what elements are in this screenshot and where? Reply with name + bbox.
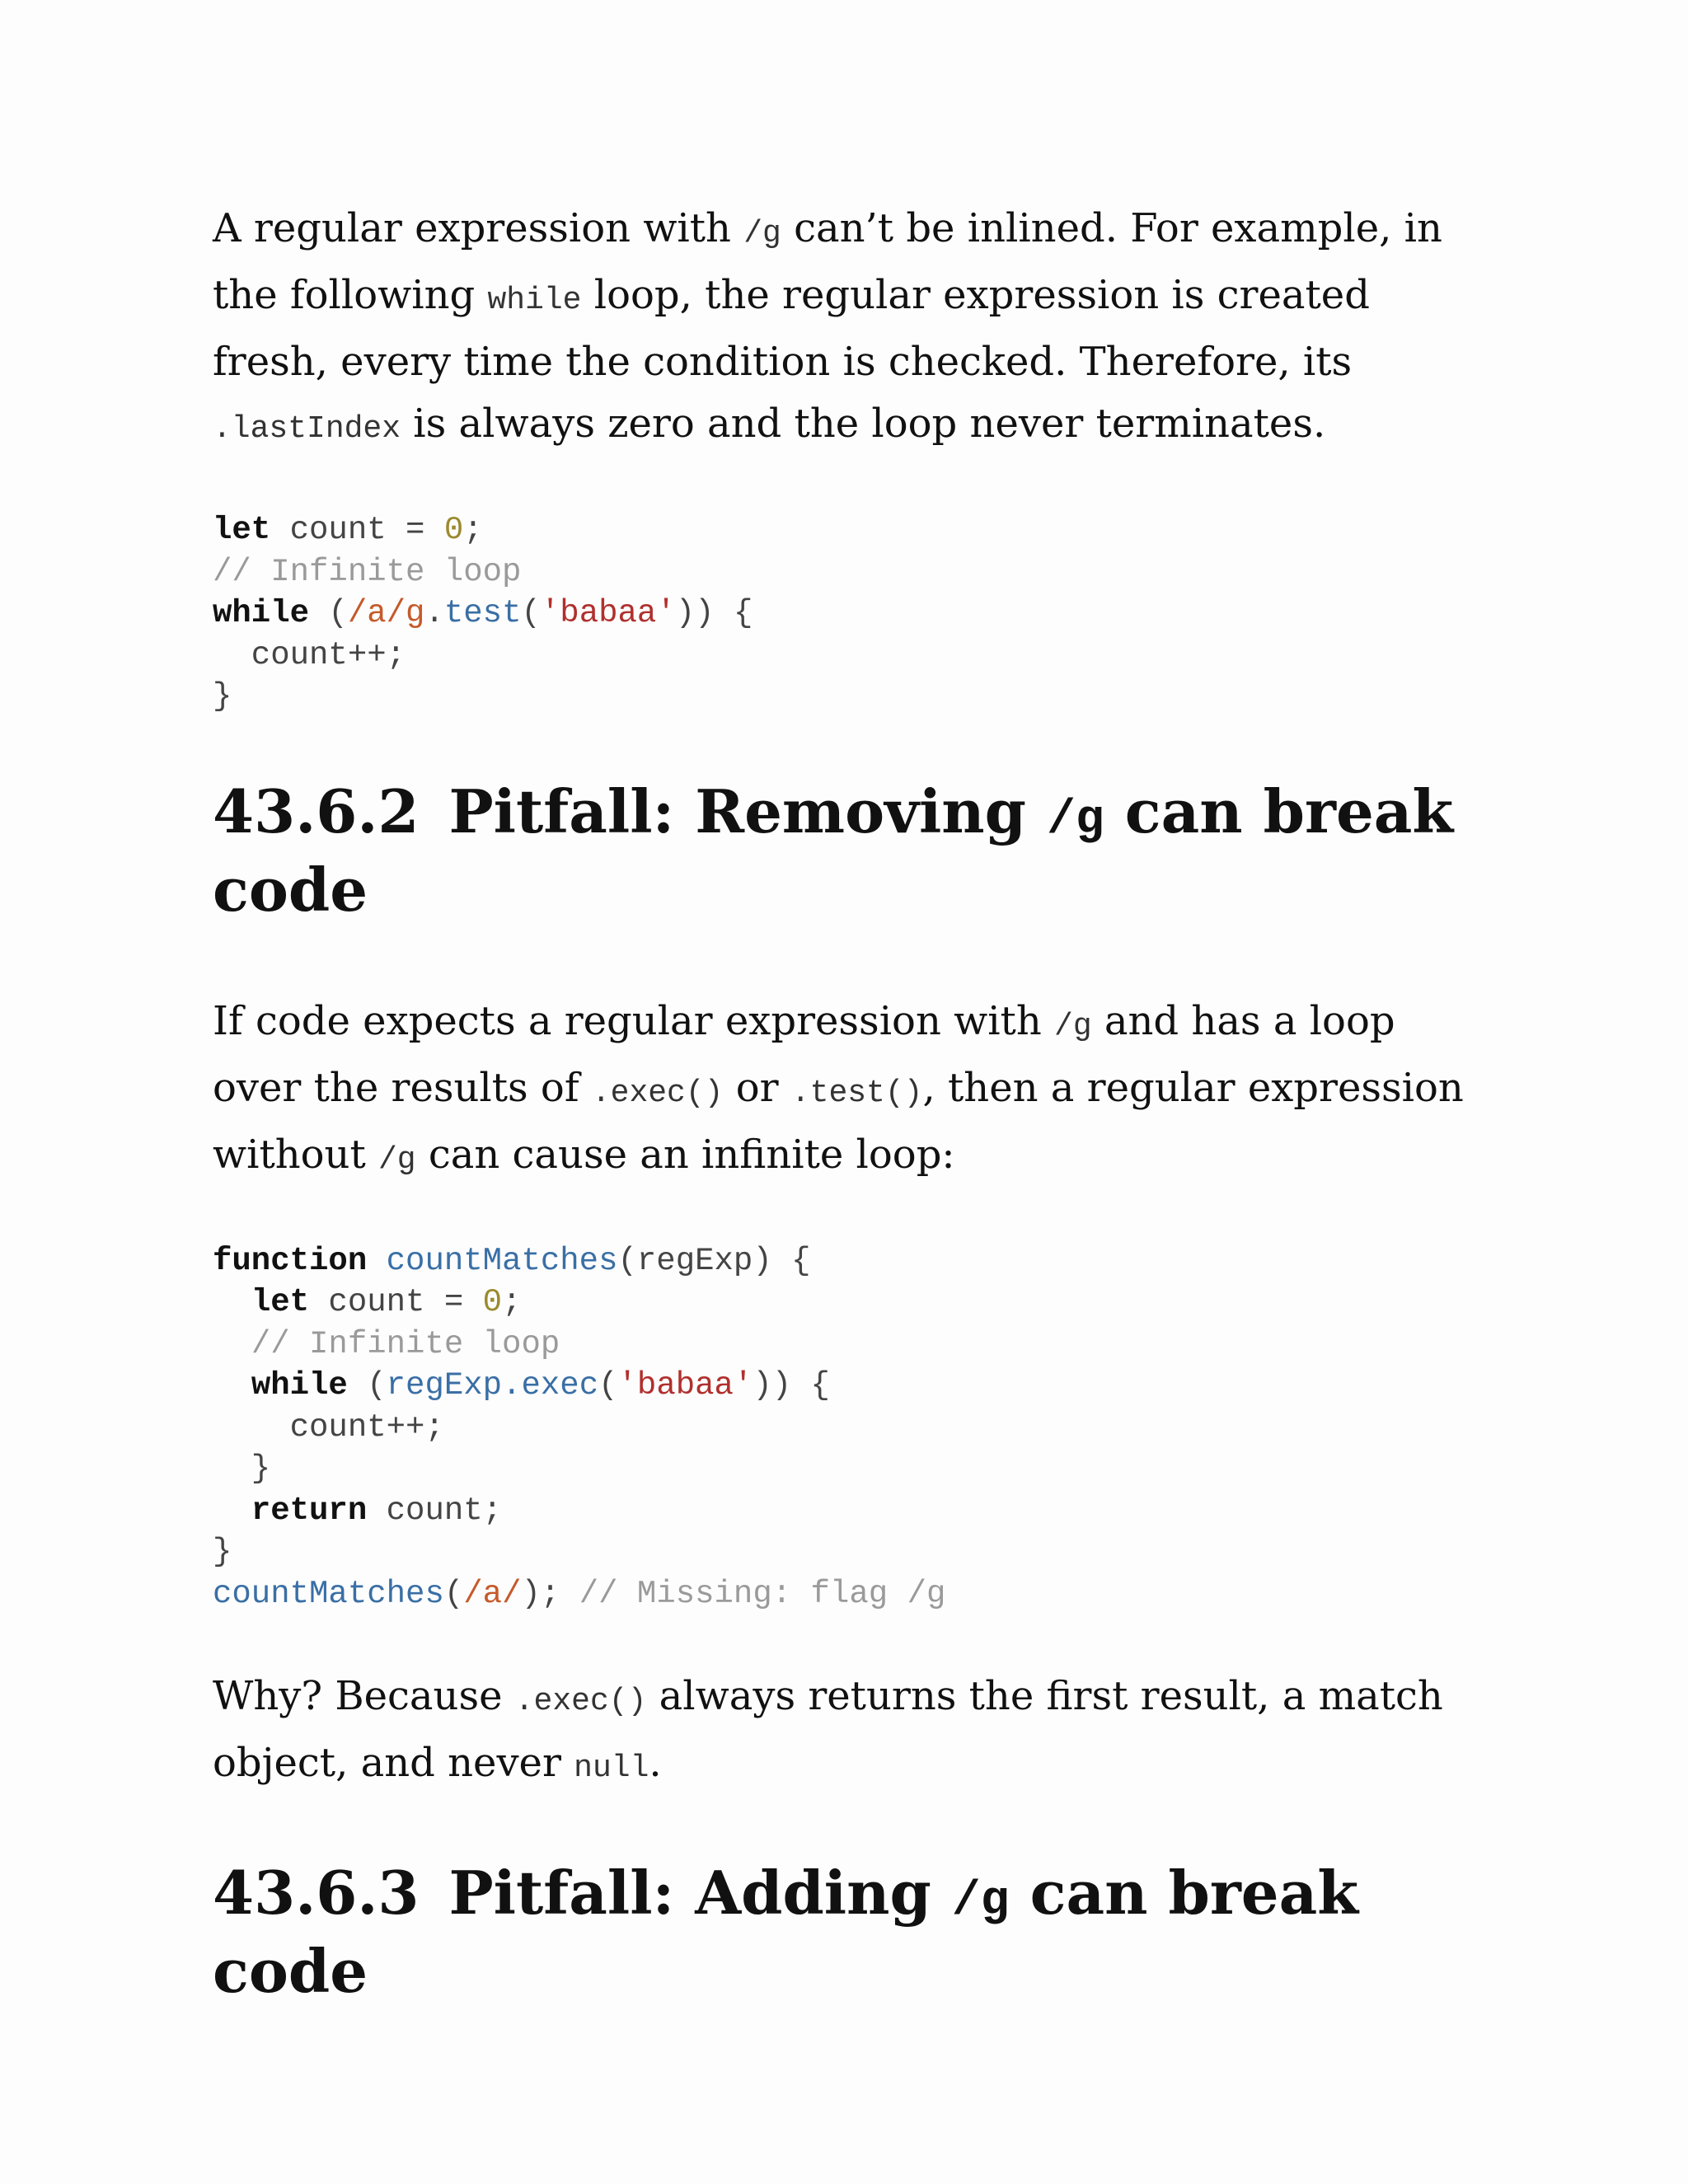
code-text: ( <box>521 595 541 631</box>
code-text: ); <box>521 1575 579 1612</box>
section-number: 43.6.2 <box>213 776 420 846</box>
inline-code: .exec() <box>591 1075 724 1111</box>
text-run: A regular expression with <box>213 205 744 251</box>
code-keyword: return <box>251 1492 368 1529</box>
code-text: ( <box>443 1575 464 1612</box>
text-run: If code expects a regular expression with <box>213 997 1055 1044</box>
inline-code: null <box>574 1750 649 1786</box>
code-indent <box>213 1326 251 1362</box>
inline-code: while <box>487 283 582 318</box>
inline-code: .test() <box>790 1075 923 1111</box>
text-run: loop, the regular expression is created fresh, every time the condition is checked. Therefore, its <box>213 272 1370 385</box>
code-line: } <box>213 1534 232 1570</box>
code-keyword: let <box>213 512 271 548</box>
code-indent <box>213 1284 251 1320</box>
code-text: )) { <box>753 1367 830 1404</box>
code-text: count = <box>270 512 444 548</box>
code-block-while-loop <box>213 509 1482 718</box>
text-run: , then a regular expression without <box>213 1064 1464 1178</box>
inline-code: .lastIndex <box>213 411 401 447</box>
code-string: 'babaa' <box>617 1367 753 1404</box>
code-number: 0 <box>482 1284 503 1320</box>
section-heading-43-6-3 <box>213 1858 1482 2006</box>
heading-text: can break code <box>213 1858 1359 2006</box>
code-text: ( <box>347 1367 387 1404</box>
text-run: always returns the first result, a match object, and never <box>213 1673 1443 1786</box>
code-text: (regExp) { <box>617 1242 811 1279</box>
code-function: regExp.exec <box>386 1367 599 1404</box>
why-paragraph <box>213 1666 1482 1799</box>
code-keyword: let <box>251 1284 310 1320</box>
inline-code: /g <box>743 216 781 251</box>
text-run: can’t be inlined. For example, in the following <box>213 205 1442 318</box>
code-text: ; <box>463 512 483 548</box>
code-comment: // Infinite loop <box>213 553 522 590</box>
code-text: ( <box>598 1367 618 1404</box>
code-keyword: while <box>213 595 310 631</box>
code-function: countMatches <box>213 1575 444 1612</box>
inline-code: /g <box>1054 1008 1092 1044</box>
code-text: ( <box>309 595 348 631</box>
code-block-count-matches <box>213 1240 1482 1615</box>
code-comment: // Missing: flag /g <box>579 1575 946 1612</box>
document-page <box>213 198 1482 2006</box>
code-number: 0 <box>443 512 464 548</box>
code-text: ; <box>502 1284 522 1320</box>
code-regex: /a/ <box>463 1575 522 1612</box>
code-line: count++; <box>213 636 406 673</box>
section-heading-43-6-2 <box>213 777 1482 925</box>
inline-code: /g <box>378 1141 416 1178</box>
code-line: count++; <box>213 1408 444 1446</box>
inline-code: .exec() <box>514 1684 647 1719</box>
text-run: and has a loop over the results of <box>213 997 1395 1111</box>
code-string: 'babaa' <box>540 595 676 631</box>
text-run: or <box>723 1064 791 1111</box>
code-keyword: function <box>213 1242 368 1279</box>
heading-text: can break code <box>213 776 1454 925</box>
code-line: } <box>213 1451 271 1487</box>
removing-paragraph <box>213 991 1482 1191</box>
code-text: )) { <box>675 595 753 631</box>
code-text: count; <box>367 1492 503 1529</box>
code-text: . <box>424 595 444 631</box>
heading-text: Pitfall: Adding <box>448 1858 952 1928</box>
code-keyword: while <box>251 1367 348 1404</box>
text-run: is always zero and the loop never terminates. <box>401 401 1326 447</box>
intro-paragraph <box>213 198 1482 460</box>
code-text <box>367 1243 386 1279</box>
heading-code: /g <box>1047 793 1104 847</box>
code-regex: /a/g <box>347 595 425 631</box>
code-indent <box>213 1367 251 1404</box>
text-run: . <box>649 1740 662 1786</box>
text-run: Why? Because <box>213 1673 515 1719</box>
code-indent <box>213 1493 251 1529</box>
heading-text: Pitfall: Removing <box>448 776 1048 846</box>
text-run: can cause an infinite loop: <box>415 1131 955 1178</box>
section-number: 43.6.3 <box>213 1858 420 1928</box>
code-comment: // Infinite loop <box>251 1325 560 1362</box>
heading-code: /g <box>951 1875 1010 1929</box>
code-line: } <box>213 678 232 715</box>
code-text: count = <box>309 1284 483 1320</box>
code-function: test <box>443 595 522 631</box>
code-function: countMatches <box>386 1242 618 1279</box>
